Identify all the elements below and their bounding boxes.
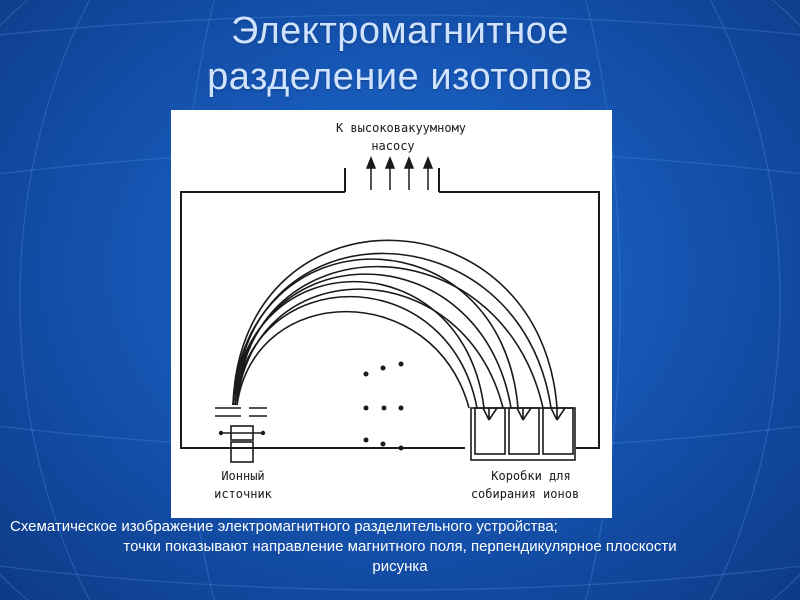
collector-label-line2: собирания ионов: [470, 487, 580, 501]
pump-label-line2: насосу: [371, 139, 415, 153]
caption-line1: Схематическое изображение электромагнитного разделительного устройства;: [10, 518, 558, 535]
slide-title-line2: разделение изотопов: [207, 56, 593, 98]
caption-line3: рисунка: [372, 558, 428, 575]
slide-title: [0, 8, 800, 100]
source-label-line1: Ионный: [221, 469, 265, 483]
pump-label-line1: К высоковакуумному: [335, 121, 467, 135]
caption-line2: точки показывают направление магнитного поля, перпендикулярное плоскости: [123, 538, 677, 555]
figure-caption: [0, 517, 800, 577]
pump-outlet: [345, 168, 439, 192]
separator-diagram: [171, 110, 612, 518]
slide-title-line1: Электромагнитное: [230, 10, 570, 52]
collector-boxes: [471, 408, 575, 460]
pump-arrows: [367, 158, 432, 190]
ion-source: [215, 408, 267, 462]
magnetic-field-dots: [364, 362, 404, 451]
ion-arc: [233, 240, 557, 408]
source-label-line2: источник: [214, 487, 272, 501]
separator-schematic: [171, 110, 612, 518]
ion-trajectories: [233, 240, 557, 408]
collector-label-line1: Коробки для: [491, 469, 571, 483]
